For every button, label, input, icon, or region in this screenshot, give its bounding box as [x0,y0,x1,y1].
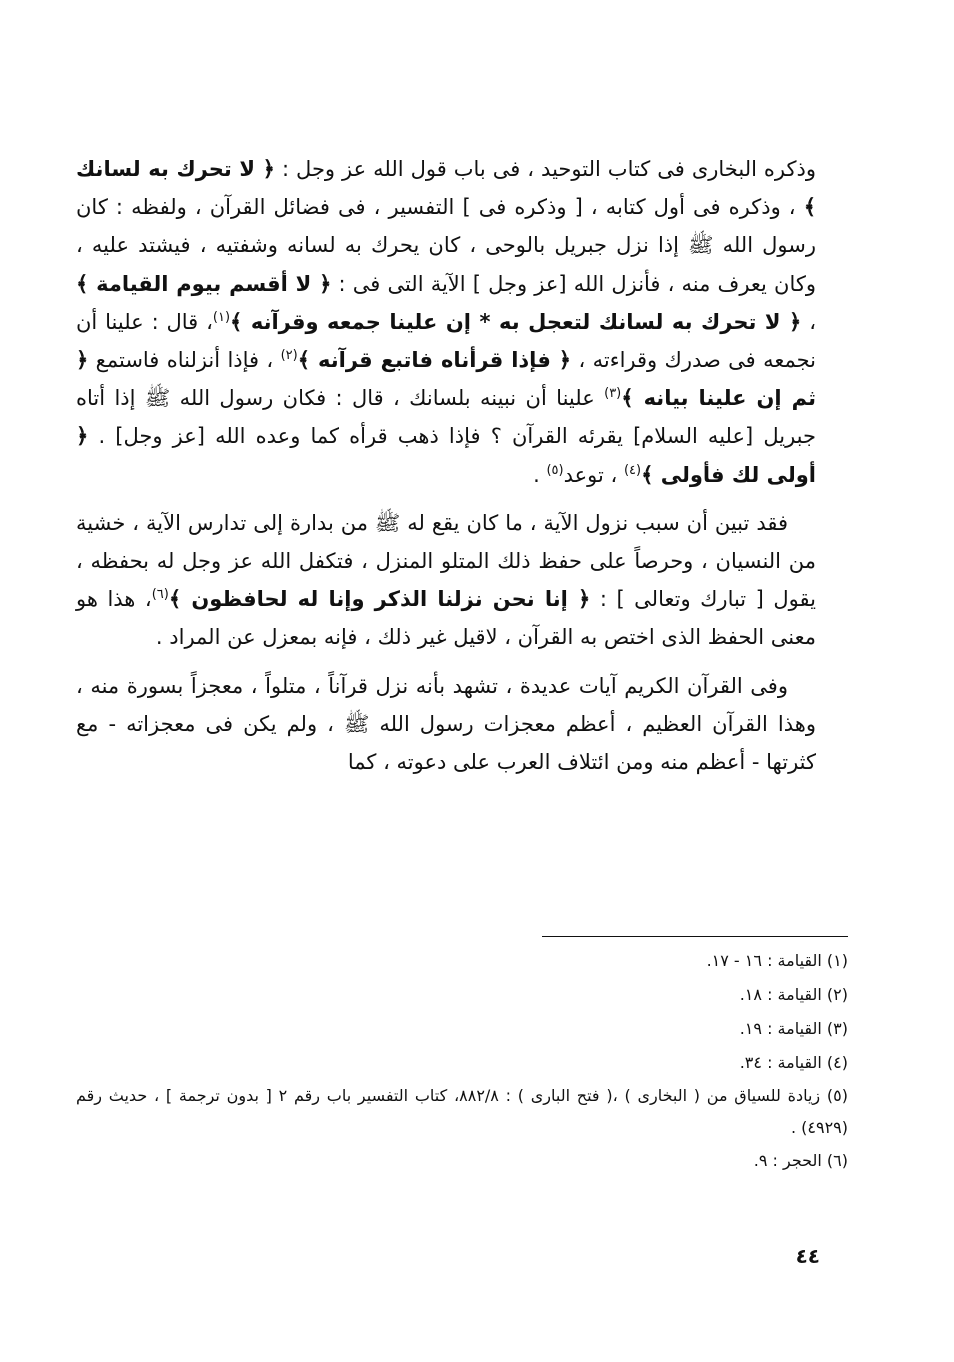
quran-quote: ﴿ لا تحرك به لسانك لتعجل به * إن علينا جمعه وقرآنه ﴾ [230,309,802,334]
quran-quote: ﴿ فإذا قرأناه فاتبع قرآنه ﴾ [297,348,572,373]
text-run: ، قال : علينا أن نجمعه فى صدرك وقراءته ، [76,309,816,373]
footnote-reference: (٥) [546,462,564,478]
paragraph [76,504,816,657]
footnote [76,978,848,1012]
quran-quote: ﴿ ثم إن علينا بيانه ﴾ [76,348,817,411]
footnote-divider [542,936,848,937]
footnote-reference: (٢) [280,348,298,364]
footnote-number: (٥) [826,1086,848,1105]
footnote-number: (٣) [826,1019,848,1038]
footnote-text: زيادة للسياق من ( البخارى ) ،( فتح البارى ) : ٨٨٢/٨، كتاب التفسير باب رقم ٢ [ بدون ترجمة ] ، حديث رقم (٤٩٢٩) . [76,1086,848,1137]
quran-quote: ﴿ إنا نحن نزلنا الذكر وإنا له لحافظون ﴾ [168,587,591,612]
footnote [76,1144,848,1178]
quran-quote: ﴿ لا تحرك به لسانك ﴾ [76,157,816,220]
footnote-text: القيامة : ٣٤. [739,1053,822,1072]
footnote-text: الحجر : ٩. [753,1151,822,1170]
text-run: ، [801,309,817,334]
text-run: ، وذكره فى أول كتابه ، [ وذكره فى ] التفسير ، فى فضائل القرآن ، ولفظه : كان رسول الله ﷺ إذا نزل جبريل بالوحى ، كان يحرك به لسانه وشفتيه ، فيشتد عليه ، وكان يعرف منه ، فأنزل الله [عز وجل ] الآية التى فى : [76,195,816,296]
footnote-reference: (٣) [604,386,622,402]
footnote-reference: (٦) [151,587,169,603]
text-run: ، فإذا أنزلناه فاستمع [88,348,281,373]
footnote-reference: (١) [212,309,231,325]
footnote-text: القيامة : ١٩. [739,1019,822,1038]
text-run: وذكره البخارى فى كتاب التوحيد ، فى باب قول الله عز وجل : [274,157,816,181]
page-number: ٤٤ [795,1244,820,1268]
main-text [76,150,816,781]
footnote-reference: (٤) [623,462,642,478]
footnote-text: القيامة : ١٨. [739,985,822,1004]
footnote-number: (٦) [826,1151,848,1170]
text-run: علينا أن نبينه بلسانك ، قال : فكان رسول الله ﷺ إذا أتاه جبريل [عليه السلام] يقرئه القرآن ؟ فإذا ذهب قرأه كما وعده الله [عز وجل] . [76,386,816,449]
text-run: ، توعد [563,462,624,487]
quran-quote: ﴿ لا أقسم بيوم القيامة ﴾ [76,271,332,296]
footnotes [76,944,848,1178]
footnote [76,1080,848,1144]
footnote [76,1046,848,1080]
paragraph [76,667,816,782]
footnote-number: (٤) [826,1053,848,1072]
footnote [76,1012,848,1046]
footnote [76,944,848,978]
text-run: . [533,462,547,487]
footnote-number: (٢) [826,985,848,1004]
text-run: فقد تبين أن سبب نزول الآية ، ما كان يقع له ﷺ من بدارة إلى تدارس الآية ، خشية من النسيان ، وحرصاً على حفظ ذلك المتلو المنزل ، فتكفل الله عز وجل له بحفظه ، يقول [ تبارك وتعالى ] : [76,510,816,612]
footnote-number: (١) [826,951,848,970]
footnote-text: القيامة : ١٦ - ١٧. [706,951,822,970]
text-run: وفى القرآن الكريم آيات عديدة ، تشهد بأنه نزل قرآناً ، متلواً ، معجزاً بسورة منه ، وهذا القرآن العظيم ، أعظم معجزات رسول الله ﷺ ، ولم يكن فى معجزاته - مع كثرتها - أعظم منه ومن ائتلاف العرب على دعوته ، كما [76,673,816,775]
text-run: ، هذا هو معنى الحفظ الذى اختص به القرآن ، لاقيل غير ذلك ، فإنه بمعزل عن المراد . [76,587,816,650]
paragraph [76,150,816,494]
quran-quote: ﴿ أولى لك فأولى ﴾ [76,424,816,487]
